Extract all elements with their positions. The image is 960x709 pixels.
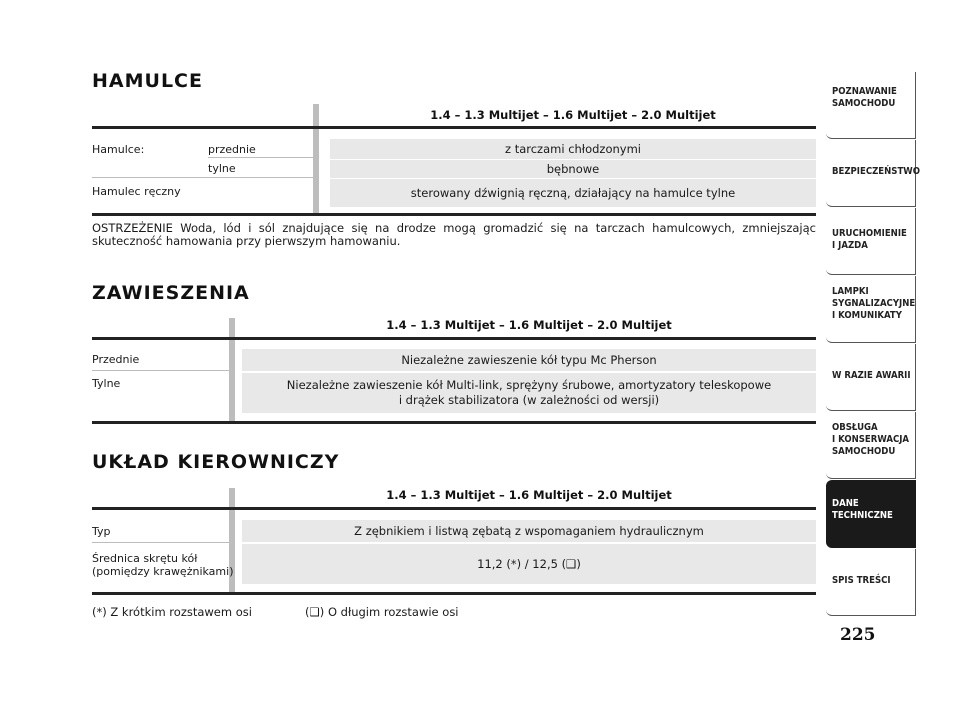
label-turning-radius [92,552,234,578]
value-rear-suspension [242,373,816,413]
table-bottom-rule [92,421,816,424]
value-rear-suspension-line2: i drążek stabilizatora (w zależności od wersji) [398,393,660,407]
label-turning-radius-line1: Średnica skrętu kół [92,552,198,565]
label-steering-type: Typ [92,525,111,538]
value-turning-radius: 11,2 (*) / 12,5 (❑) [242,544,816,584]
tab-label: I JAZDA [832,240,868,251]
label-handbrake: Hamulec ręczny [92,185,181,198]
value-handbrake: sterowany dźwignią ręczną, działający na hamulce tylne [330,179,816,207]
label-turning-radius-line2: (pomiędzy krawężnikami) [92,565,234,578]
tab-dane-techniczne[interactable] [826,480,916,548]
tab-uruchomienie-i-jazda[interactable] [826,208,916,275]
value-rear-brakes: bębnowe [330,160,816,178]
tab-label: W RAZIE AWARII [832,370,911,381]
label-rear-brakes: tylne [208,162,236,175]
tab-label: SAMOCHODU [832,446,896,457]
tab-label: SAMOCHODU [832,98,896,109]
section-title-brakes: HAMULCE [92,70,203,92]
column-divider [313,104,319,216]
label-brakes: Hamulce: [92,143,145,156]
tab-label: SYGNALIZACYJNE [832,298,916,309]
table-bottom-rule [92,592,816,595]
footnote-long-wheelbase: (❑) O długim rozstawie osi [305,605,459,619]
tab-obsluga-i-konserwacja[interactable] [826,412,916,479]
tab-label: OBSŁUGA [832,422,878,433]
row-divider [92,177,313,178]
tab-spis-tresci[interactable] [826,549,916,616]
brakes-warning: OSTRZEŻENIE Woda, lód i sól znajdujące się na drodze mogą gromadzić się na tarczach hamulcowych, zmniejszając skuteczność hamowania przy pierwszym hamowaniu. [92,221,816,248]
tab-label: SPIS TREŚCI [832,575,891,586]
engine-column-header: 1.4 – 1.3 Multijet – 1.6 Multijet – 2.0 Multijet [386,488,672,502]
footnote-short-wheelbase: (*) Z krótkim rozstawem osi [92,605,252,619]
value-front-suspension: Niezależne zawieszenie kół typu Mc Pherson [242,349,816,371]
engine-column-header: 1.4 – 1.3 Multijet – 1.6 Multijet – 2.0 Multijet [430,108,716,122]
engine-column-header: 1.4 – 1.3 Multijet – 1.6 Multijet – 2.0 Multijet [386,318,672,332]
value-front-brakes: z tarczami chłodzonymi [330,139,816,159]
tab-bezpieczenstwo[interactable] [826,140,920,207]
tab-label: DANE [832,498,859,509]
value-rear-suspension-line1: Niezależne zawieszenie kół Multi-link, sprężyny śrubowe, amortyzatory teleskopowe [286,378,772,392]
label-front-suspension: Przednie [92,353,140,366]
row-divider [208,157,313,158]
row-divider [92,542,229,543]
column-divider [229,318,235,423]
label-front-brakes: przednie [208,143,256,156]
tab-label: TECHNICZNE [832,510,893,521]
column-divider [229,488,235,594]
value-steering-type: Z zębnikiem i listwą zębatą z wspomaganiem hydraulicznym [242,520,816,542]
table-bottom-rule [92,213,816,216]
tab-label: BEZPIECZEŃSTWO [832,166,920,177]
section-title-steering: UKŁAD KIEROWNICZY [92,451,340,473]
page-number: 225 [840,625,876,645]
tab-label: URUCHOMIENIE [832,228,907,239]
tab-label: I KOMUNIKATY [832,310,902,321]
tab-label: LAMPKI [832,286,869,297]
table-top-rule [92,126,816,129]
section-title-suspension: ZAWIESZENIA [92,282,250,304]
label-rear-suspension: Tylne [92,377,121,390]
row-divider [92,370,229,371]
tab-label: I KONSERWACJA [832,434,910,445]
tab-lampki-sygnalizacyjne[interactable] [826,276,916,343]
tab-poznawanie-samochodu[interactable] [826,72,916,139]
tab-w-razie-awarii[interactable] [826,344,916,411]
table-top-rule [92,507,816,510]
table-top-rule [92,337,816,340]
tab-label: POZNAWANIE [832,86,897,97]
